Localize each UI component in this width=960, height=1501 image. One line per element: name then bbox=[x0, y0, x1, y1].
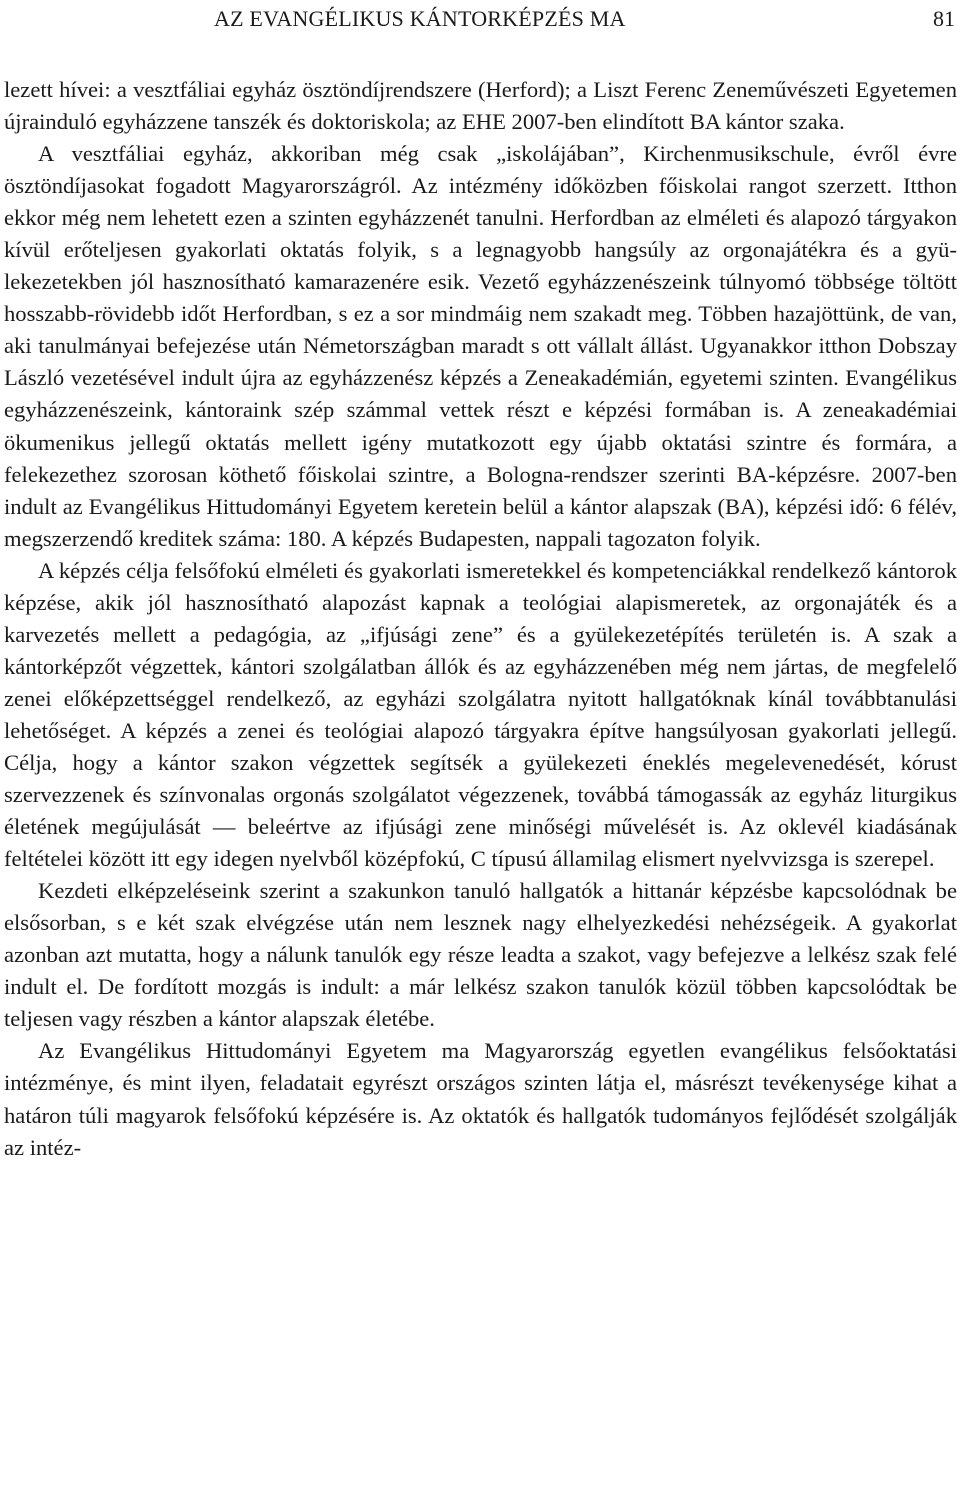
paragraph-continued: lezett hívei: a vesztfáliai egyház ösztöndíjrendszere (Herford); a Liszt Ferenc Zeneművészeti Egyetemen újrainduló egyházzene tanszék és doktoriskola; az EHE 2007-ben elindított BA kántor szaka. bbox=[4, 77, 957, 135]
page-number: 81 bbox=[933, 6, 955, 31]
running-head bbox=[4, 0, 957, 38]
paragraph: A vesztfáliai egyház, akkoriban még csak „iskolájában”, Kirchenmusikschule, évről évre ösztöndíjasokat fogadott Magyarországról. Az intézmény időközben főiskolai rangot szerzett. Itthon ekkor még nem lehetett ezen a szinten egyházzenét tanulni. Herfordban az elméleti és alapozó tárgyakon kívül erőteljesen gyakorlati oktatás folyik, s a legnagyobb hangsúly az orgonajátékra és a gyülekezetekben jól hasznosítható kamarazenére esik. Vezető egyházzenészeink túlnyomó többsége töltött hosszabb-rövidebb időt Herfordban, s ez a sor mindmáig nem szakadt meg. Többen hazajöttünk, de van, aki tanulmányai befejezése után Németországban maradt s ott vállalt állást. Ugyanakkor itthon Dobszay László vezetésével indult újra az egyházzenész képzés a Zeneakadémián, egyetemi szinten. Evangélikus egyházzenészeink, kántoraink szép számmal vettek részt e képzési formában is. A zeneakadémiai ökumenikus jellegű oktatás mellett igény mutatkozott egy újabb oktatási szintre és formára, a felekezethez szorosan köthető főiskolai szintre, a Bologna-rendszer szerinti BA-képzésre. 2007-ben indult az Evangélikus Hittudományi Egyetem keretein belül a kántor alapszak (BA), képzési idő: 6 félév, megszerzendő kreditek száma: 180. A képzés Budapesten, nappali tagozaton folyik. bbox=[4, 141, 957, 551]
paragraph: A képzés célja felsőfokú elméleti és gyakorlati ismeretekkel és kompetenciákkal rendelkező kántorok képzése, akik jól hasznosítható alapozást kapnak a teológiai alapismeretek, az orgonajáték és a karvezetés mellett a pedagógia, az „ifjúsági zene” és a gyülekezetépítés területén is. A szak a kántorképzőt végzettek, kántori szolgálatban állók és az egyházzenében még nem jártas, de megfelelő zenei előképzettséggel rendelkező, az egyházi szolgálatra nyitott hallgatóknak kínál továbbtanulási lehetőséget. A képzés a zenei és teológiai alapozó tárgyakra építve hangsúlyosan gyakorlati jellegű. Célja, hogy a kántor szakon végzettek segítsék a gyülekezeti éneklés megelevenedését, kórust szervezzenek és színvonalas orgonás szolgálatot végezzenek, továbbá támogassák az egyház liturgikus életének megújulását — beleértve az ifjúsági zene minőségi művelését is. Az oklevél kiadásának feltételei között itt egy idegen nyelvből középfokú, C típusú államilag elismert nyelvvizsga is szerepel. bbox=[4, 557, 957, 872]
running-title: AZ EVANGÉLIKUS KÁNTORKÉPZÉS MA bbox=[214, 6, 626, 31]
body-text bbox=[4, 74, 957, 1164]
paragraph: Kezdeti elképzeléseink szerint a szakunkon tanuló hallgatók a hittanár képzésbe kapcsolódnak be elsősorban, s e két szak elvégzése után nem lesznek nagy elhelyezkedési nehézségeik. A gyakorlat azonban azt mutatta, hogy a nálunk tanulók egy része leadta a szakot, vagy befejezve a lelkész szak felé indult el. De fordított mozgás is indult: a már lelkész szakon tanulók közül többen kapcsolódtak be teljesen vagy részben a kántor alapszak életébe. bbox=[4, 878, 957, 1032]
paragraph: Az Evangélikus Hittudományi Egyetem ma Magyarország egyetlen evangélikus felsőoktatási intézménye, és mint ilyen, feladatait egyrészt országos szinten látja el, másrészt tevékenysége kihat a határon túli magyarok felsőfokú képzésére is. Az oktatók és hallgatók tudományos fejlődését szolgálják az intéz- bbox=[4, 1038, 957, 1160]
